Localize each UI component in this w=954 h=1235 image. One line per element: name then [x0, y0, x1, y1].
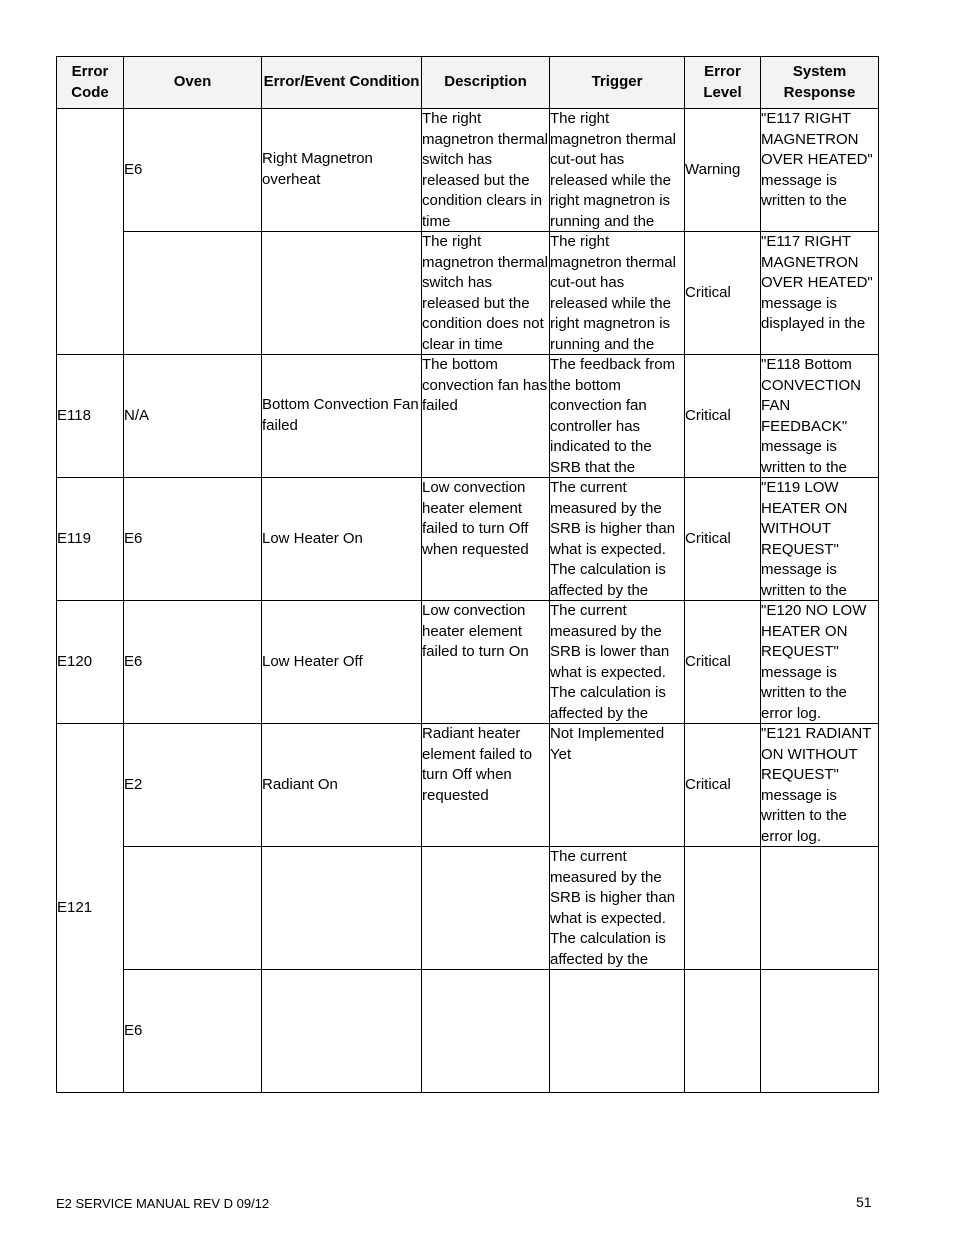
header-oven: Oven: [124, 57, 262, 109]
cell-system-response: [761, 847, 879, 970]
cell-oven: [124, 847, 262, 970]
cell-error-code: E119: [57, 478, 124, 601]
cell-oven: E6: [124, 601, 262, 724]
header-condition: Error/Event Condition: [262, 57, 422, 109]
cell-oven: E6: [124, 109, 262, 232]
cell-description: The bottom convection fan has failed: [422, 355, 550, 478]
cell-error-level: [685, 970, 761, 1093]
cell-system-response: [761, 970, 879, 1093]
cell-description: [422, 847, 550, 970]
cell-trigger: [550, 970, 685, 1093]
cell-condition: Low Heater Off: [262, 601, 422, 724]
cell-description: Low convection heater element failed to turn Off when requested: [422, 478, 550, 601]
cell-trigger: The right magnetron thermal cut-out has released while the right magnetron is running and the: [550, 232, 685, 355]
cell-oven: E2: [124, 724, 262, 847]
table-row: [57, 847, 879, 970]
cell-system-response: "E119 LOW HEATER ON WITHOUT REQUEST" message is written to the: [761, 478, 879, 601]
cell-error-level: Warning: [685, 109, 761, 232]
cell-error-code: [57, 109, 124, 355]
cell-condition: [262, 232, 422, 355]
cell-description: The right magnetron thermal switch has released but the condition clears in time: [422, 110, 548, 230]
cell-system-response: "E117 RIGHT MAGNETRON OVER HEATED" message is written to the: [761, 109, 879, 232]
cell-error-code: E121: [57, 724, 124, 1093]
cell-trigger: The current measured by the SRB is higher than what is expected. The calculation is affected by the: [550, 847, 685, 970]
footer-manual-title: E2 SERVICE MANUAL REV D 09/12: [56, 1196, 270, 1211]
cell-system-response: "E120 NO LOW HEATER ON REQUEST" message is written to the error log.: [761, 601, 879, 724]
page-number: 51: [856, 1194, 872, 1210]
table-row: [57, 232, 879, 355]
cell-error-level: Critical: [685, 232, 761, 355]
cell-condition: Right Magnetron overheat: [262, 109, 422, 232]
cell-error-level: Critical: [685, 601, 761, 724]
header-description: Description: [422, 57, 550, 109]
table-row: [57, 478, 879, 601]
cell-oven: E6: [124, 478, 262, 601]
cell-error-level: Critical: [685, 478, 761, 601]
cell-trigger: The feedback from the bottom convection fan controller has indicated to the SRB that the: [550, 355, 685, 478]
cell-system-response: "E118 Bottom CONVECTION FAN FEEDBACK" message is written to the: [761, 355, 879, 478]
header-system-response: System Response: [761, 57, 879, 109]
table-row: [57, 601, 879, 724]
cell-condition: Low Heater On: [262, 478, 422, 601]
cell-trigger: The current measured by the SRB is higher than what is expected. The calculation is affected by the: [550, 478, 685, 601]
cell-trigger: The current measured by the SRB is lower than what is expected. The calculation is affected by the: [550, 601, 685, 724]
cell-error-level: [685, 847, 761, 970]
cell-oven: N/A: [124, 355, 262, 478]
cell-condition: Radiant On: [262, 724, 422, 847]
cell-condition: [262, 847, 422, 970]
cell-trigger: Not Implemented Yet: [550, 724, 685, 847]
table-row: [57, 355, 879, 478]
cell-error-level: Critical: [685, 355, 761, 478]
cell-condition: [262, 970, 422, 1093]
cell-error-code: E118: [57, 355, 124, 478]
cell-system-response: "E121 RADIANT ON WITHOUT REQUEST" message is written to the error log.: [761, 724, 879, 847]
table-row: [57, 109, 879, 232]
cell-oven: E6: [124, 970, 262, 1093]
cell-error-code: E120: [57, 601, 124, 724]
cell-condition: Bottom Convection Fan failed: [262, 355, 422, 478]
cell-description: The right magnetron thermal switch has released but the condition does not clear in time: [422, 233, 548, 353]
header-trigger: Trigger: [550, 57, 685, 109]
cell-trigger: The right magnetron thermal cut-out has released while the right magnetron is running and the: [550, 109, 685, 232]
error-code-table: [56, 56, 879, 1093]
cell-system-response: "E117 RIGHT MAGNETRON OVER HEATED" message is displayed in the: [761, 232, 879, 355]
table-header-row: [57, 57, 879, 109]
table-row: [57, 724, 879, 847]
header-error-level: Error Level: [685, 57, 761, 109]
cell-description: Low convection heater element failed to turn On: [422, 601, 550, 724]
cell-error-level: Critical: [685, 724, 761, 847]
header-error-code: Error Code: [57, 57, 124, 109]
table-row: [57, 970, 879, 1093]
cell-description: [422, 970, 550, 1093]
cell-description: Radiant heater element failed to turn Off when requested: [422, 724, 550, 847]
cell-oven: [124, 232, 262, 355]
